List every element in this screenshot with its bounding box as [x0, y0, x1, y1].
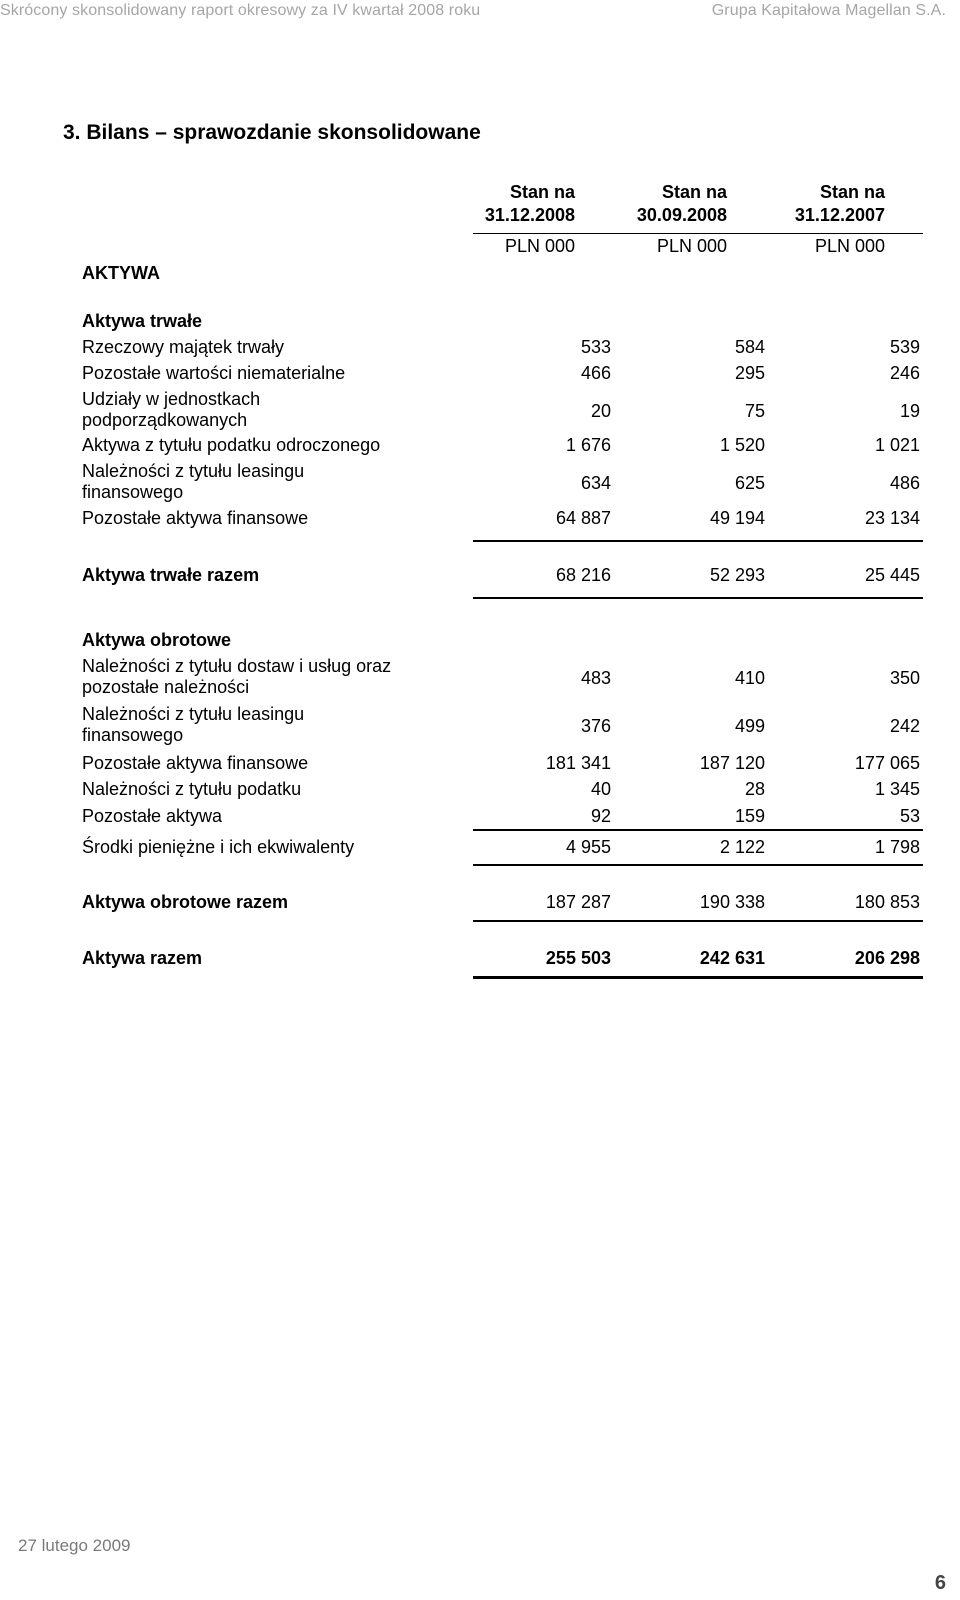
- value-col3: 1 345: [874, 779, 920, 799]
- value-col2: 1 520: [719, 435, 765, 455]
- value-col3: 242: [889, 716, 920, 736]
- value-col2: 75: [744, 401, 765, 421]
- value-col2: 499: [734, 716, 765, 736]
- value-col2: 159: [734, 806, 765, 826]
- value-col1: 4 955: [565, 837, 611, 857]
- page-number: 6: [934, 1572, 946, 1594]
- currency-3: PLN 000: [814, 236, 885, 256]
- row-label: Aktywa z tytułu podatku odroczonego: [82, 435, 381, 455]
- section-label: AKTYWA: [82, 263, 160, 283]
- row-label: Rzeczowy majątek trwały: [82, 337, 285, 357]
- value-col1: 483: [580, 668, 611, 688]
- value-col3: 246: [889, 363, 920, 383]
- value-col1: 20: [590, 401, 611, 421]
- value-col2: 187 120: [699, 753, 765, 773]
- value-col3: 23 134: [864, 508, 920, 528]
- value-col3: 486: [889, 473, 920, 493]
- value-col1: 187 287: [545, 892, 611, 912]
- value-col1: 40: [590, 779, 611, 799]
- value-col2: 242 631: [699, 948, 765, 968]
- row-label: Należności z tytułu leasingu finansowego: [82, 461, 305, 502]
- value-col3: 539: [889, 337, 920, 357]
- value-col1: 466: [580, 363, 611, 383]
- column-header-3: Stan na 31.12.2007: [794, 182, 885, 225]
- running-header-right: Grupa Kapitałowa Magellan S.A.: [711, 2, 946, 19]
- value-col3: 177 065: [854, 753, 920, 773]
- value-col2: 625: [734, 473, 765, 493]
- row-label: Pozostałe wartości niematerialne: [82, 363, 346, 383]
- value-col1: 1 676: [565, 435, 611, 455]
- row-label: Aktywa obrotowe: [82, 630, 232, 650]
- value-col1: 64 887: [555, 508, 611, 528]
- row-label: Środki pieniężne i ich ekwiwalenty: [82, 837, 355, 857]
- column-header-1: Stan na 31.12.2008: [484, 182, 575, 225]
- value-col1: 68 216: [555, 565, 611, 585]
- header-rule: [473, 233, 923, 234]
- value-col3: 1 798: [874, 837, 920, 857]
- row-label: Aktywa obrotowe razem: [82, 892, 289, 912]
- row-label: Pozostałe aktywa finansowe: [82, 508, 309, 528]
- value-col2: 52 293: [709, 565, 765, 585]
- value-col3: 1 021: [874, 435, 920, 455]
- row-label: Należności z tytułu dostaw i usług oraz pozostałe należności: [82, 656, 392, 697]
- running-header-left: Skrócony skonsolidowany raport okresowy za IV kwartał 2008 roku: [0, 2, 481, 19]
- row-label: Aktywa trwałe: [82, 311, 203, 331]
- row-label: Aktywa trwałe razem: [82, 565, 260, 585]
- total-rule: [473, 597, 923, 599]
- column-header-2: Stan na 30.09.2008: [636, 182, 727, 225]
- value-col3: 350: [889, 668, 920, 688]
- value-col2: 584: [734, 337, 765, 357]
- value-col1: 181 341: [545, 753, 611, 773]
- row-rule: [473, 829, 923, 831]
- value-col3: 53: [899, 806, 920, 826]
- total-rule: [473, 920, 923, 922]
- value-col2: 190 338: [699, 892, 765, 912]
- currency-1: PLN 000: [504, 236, 575, 256]
- value-col2: 49 194: [709, 508, 765, 528]
- value-col1: 255 503: [545, 948, 611, 968]
- row-label: Pozostałe aktywa finansowe: [82, 753, 309, 773]
- subtotal-rule: [473, 864, 923, 866]
- value-col3: 206 298: [854, 948, 920, 968]
- footer-date: 27 lutego 2009: [18, 1536, 131, 1555]
- row-label: Należności z tytułu leasingu finansowego: [82, 704, 305, 745]
- value-col2: 410: [734, 668, 765, 688]
- page-title: 3. Bilans – sprawozdanie skonsolidowane: [63, 121, 481, 144]
- grand-total-rule: [473, 976, 923, 979]
- row-label: Pozostałe aktywa: [82, 806, 223, 826]
- row-label: Należności z tytułu podatku: [82, 779, 302, 799]
- value-col2: 295: [734, 363, 765, 383]
- row-label: Aktywa razem: [82, 948, 203, 968]
- row-label: Udziały w jednostkach podporządkowanych: [82, 389, 261, 430]
- value-col3: 25 445: [864, 565, 920, 585]
- value-col2: 2 122: [719, 837, 765, 857]
- value-col3: 19: [899, 401, 920, 421]
- value-col2: 28: [744, 779, 765, 799]
- subtotal-rule: [473, 540, 923, 542]
- value-col1: 376: [580, 716, 611, 736]
- value-col3: 180 853: [854, 892, 920, 912]
- value-col1: 92: [590, 806, 611, 826]
- value-col1: 533: [580, 337, 611, 357]
- value-col1: 634: [580, 473, 611, 493]
- currency-2: PLN 000: [656, 236, 727, 256]
